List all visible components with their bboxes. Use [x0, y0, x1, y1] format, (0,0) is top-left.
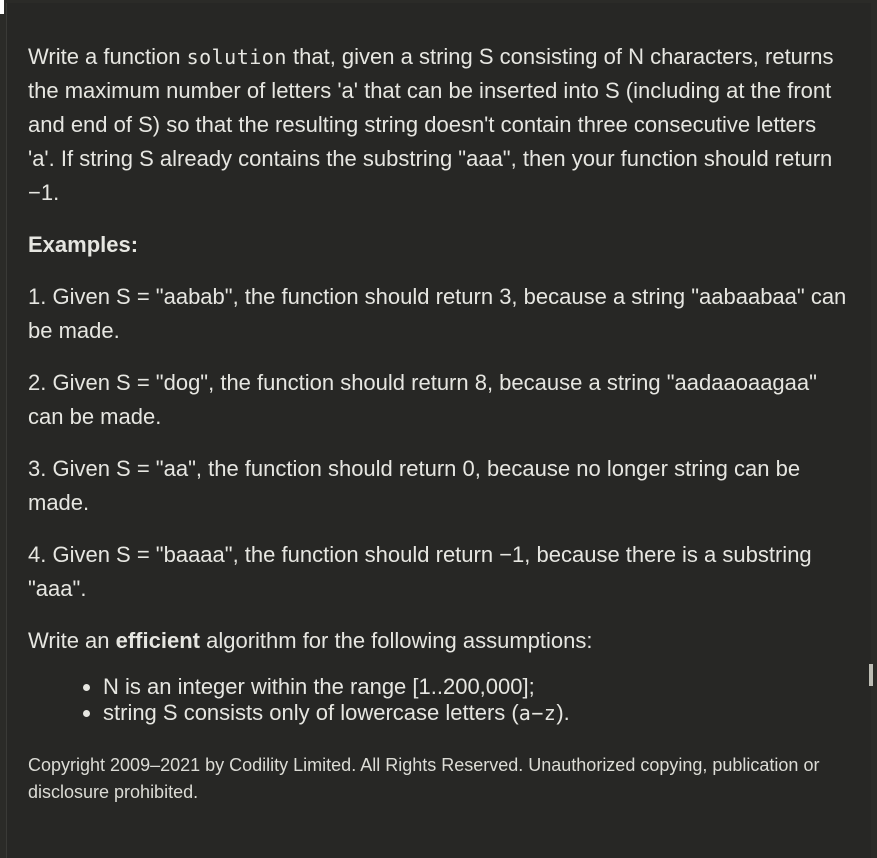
assumption-item: • string S consists only of lowercase letters (a−z).	[103, 700, 848, 726]
letter-range-code: a−z	[518, 701, 557, 725]
example-item: 3. Given S = "aa", the function should return 0, because no longer string can be made.	[28, 456, 801, 515]
example-item: 4. Given S = "baaaa", the function should return −1, because there is a substring "aaa".	[28, 542, 812, 601]
copyright-notice: Copyright 2009–2021 by Codility Limited. All Rights Reserved. Unauthorized copying, publication or disclosure prohibited.	[28, 755, 820, 802]
efficient-emphasis: efficient	[115, 628, 200, 653]
task-description	[28, 40, 848, 806]
assumption-item: • N is an integer within the range [1..200,000];	[103, 674, 848, 700]
examples-heading: Examples:	[28, 232, 139, 257]
function-name-code: solution	[186, 45, 287, 69]
resize-handle[interactable]	[869, 664, 873, 686]
task-intro: Write a function solution that, given a string S consisting of N characters, returns the maximum number of letters 'a' that can be inserted into S (including at the front and end of S) so that the resulting string doesn't contain three consecutive letters 'a'. If string S already contains the substring "aaa", then your function should return −1.	[28, 44, 834, 205]
assumptions-list	[28, 674, 848, 726]
window-corner-marker	[0, 0, 4, 14]
example-item: 1. Given S = "aabab", the function should return 3, because a string "aabaabaa" can be made.	[28, 284, 847, 343]
efficiency-statement: Write an efficient algorithm for the following assumptions:	[28, 628, 593, 653]
example-item: 2. Given S = "dog", the function should return 8, because a string "aadaaoaagaa" can be made.	[28, 370, 817, 429]
